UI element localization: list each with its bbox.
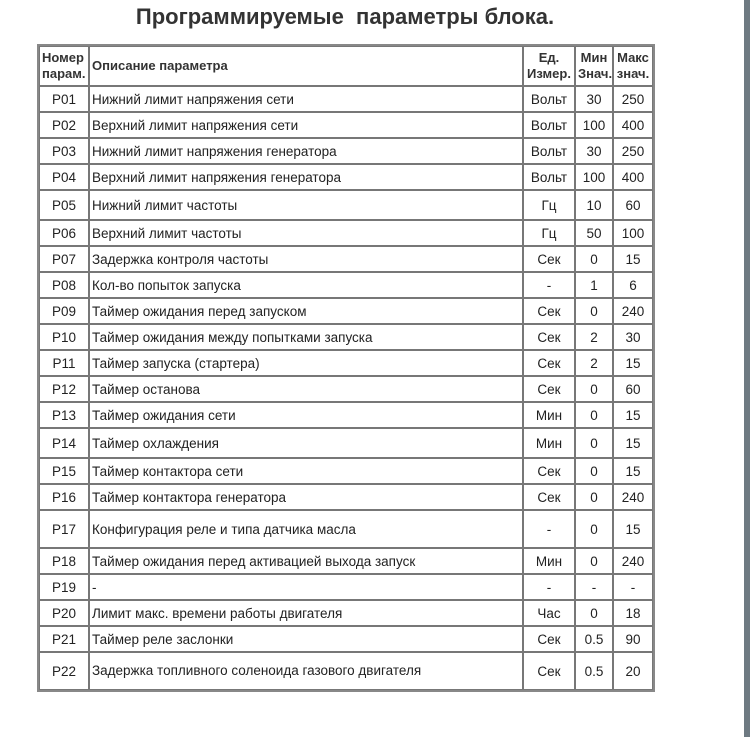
param-number-cell: P01 — [39, 86, 89, 112]
param-number-cell: P18 — [39, 548, 89, 574]
param-number-cell: P13 — [39, 402, 89, 428]
param-unit-cell: - — [523, 574, 575, 600]
header-param-description: Описание параметра — [89, 46, 523, 86]
param-description-cell: Таймер ожидания перед активацией выхода запуск — [89, 548, 523, 574]
param-min-cell: 0 — [575, 510, 613, 548]
param-min-cell: 30 — [575, 138, 613, 164]
param-min-cell: 0 — [575, 600, 613, 626]
param-description-cell: Таймер останова — [89, 376, 523, 402]
param-description-cell: Таймер ожидания перед запуском — [89, 298, 523, 324]
table-row — [39, 138, 653, 164]
param-min-cell: 0.5 — [575, 626, 613, 652]
param-max-cell: 15 — [613, 350, 653, 376]
param-unit-cell: Сек — [523, 376, 575, 402]
table-row — [39, 190, 653, 220]
table-header-row — [39, 46, 653, 86]
param-number-cell: P20 — [39, 600, 89, 626]
param-unit-cell: Сек — [523, 324, 575, 350]
param-description-cell: Верхний лимит напряжения генератора — [89, 164, 523, 190]
param-max-cell: 240 — [613, 298, 653, 324]
param-unit-cell: Вольт — [523, 112, 575, 138]
param-min-cell: 1 — [575, 272, 613, 298]
param-number-cell: P19 — [39, 574, 89, 600]
param-number-cell: P11 — [39, 350, 89, 376]
table-row — [39, 376, 653, 402]
param-number-cell: P03 — [39, 138, 89, 164]
param-min-cell: 100 — [575, 164, 613, 190]
param-unit-cell: Мин — [523, 402, 575, 428]
param-max-cell: 30 — [613, 324, 653, 350]
header-max-value: Макс знач. — [613, 46, 653, 86]
param-min-cell: 100 — [575, 112, 613, 138]
param-max-cell: - — [613, 574, 653, 600]
param-max-cell: 240 — [613, 484, 653, 510]
param-number-cell: P02 — [39, 112, 89, 138]
param-description-cell: Таймер реле заслонки — [89, 626, 523, 652]
table-row — [39, 652, 653, 690]
header-param-number: Номер парам. — [39, 46, 89, 86]
param-description-cell: Таймер запуска (стартера) — [89, 350, 523, 376]
table-row — [39, 574, 653, 600]
page-title: Программируемые параметры блока. — [135, 4, 555, 29]
param-number-cell: P12 — [39, 376, 89, 402]
param-max-cell: 400 — [613, 112, 653, 138]
param-unit-cell: Мин — [523, 548, 575, 574]
param-description-cell: Таймер охлаждения — [89, 428, 523, 458]
param-unit-cell: Мин — [523, 428, 575, 458]
param-min-cell: - — [575, 574, 613, 600]
param-max-cell: 400 — [613, 164, 653, 190]
table-row — [39, 626, 653, 652]
table-row — [39, 272, 653, 298]
table-row — [39, 324, 653, 350]
param-min-cell: 0 — [575, 376, 613, 402]
param-unit-cell: Час — [523, 600, 575, 626]
param-min-cell: 0 — [575, 548, 613, 574]
param-min-cell: 0 — [575, 298, 613, 324]
param-number-cell: P14 — [39, 428, 89, 458]
table-row — [39, 220, 653, 246]
param-number-cell: P15 — [39, 458, 89, 484]
param-description-cell: Кол-во попыток запуска — [89, 272, 523, 298]
param-number-cell: P09 — [39, 298, 89, 324]
param-min-cell: 2 — [575, 350, 613, 376]
window-edge — [744, 0, 750, 737]
param-description-cell: Таймер контактора сети — [89, 458, 523, 484]
param-max-cell: 60 — [613, 190, 653, 220]
param-unit-cell: Сек — [523, 626, 575, 652]
param-max-cell: 15 — [613, 510, 653, 548]
param-description-cell: Таймер ожидания сети — [89, 402, 523, 428]
param-number-cell: P22 — [39, 652, 89, 690]
param-unit-cell: Сек — [523, 246, 575, 272]
param-max-cell: 15 — [613, 458, 653, 484]
param-description-cell: Таймер ожидания между попытками запуска — [89, 324, 523, 350]
param-number-cell: P05 — [39, 190, 89, 220]
param-number-cell: P08 — [39, 272, 89, 298]
table-row — [39, 164, 653, 190]
table-row — [39, 510, 653, 548]
param-description-cell: Верхний лимит частоты — [89, 220, 523, 246]
param-min-cell: 0.5 — [575, 652, 613, 690]
param-min-cell: 2 — [575, 324, 613, 350]
param-description-cell: Нижний лимит частоты — [89, 190, 523, 220]
param-unit-cell: Сек — [523, 298, 575, 324]
param-unit-cell: Сек — [523, 652, 575, 690]
param-max-cell: 240 — [613, 548, 653, 574]
param-unit-cell: - — [523, 510, 575, 548]
header-unit: Ед. Измер. — [523, 46, 575, 86]
param-min-cell: 30 — [575, 86, 613, 112]
param-description-cell: Задержка контроля частоты — [89, 246, 523, 272]
param-unit-cell: Вольт — [523, 138, 575, 164]
param-description-cell: Нижний лимит напряжения сети — [89, 86, 523, 112]
param-number-cell: P07 — [39, 246, 89, 272]
param-number-cell: P10 — [39, 324, 89, 350]
table-row — [39, 246, 653, 272]
param-min-cell: 0 — [575, 458, 613, 484]
param-max-cell: 6 — [613, 272, 653, 298]
table-row — [39, 458, 653, 484]
param-min-cell: 50 — [575, 220, 613, 246]
param-unit-cell: Гц — [523, 220, 575, 246]
parameters-table — [37, 44, 655, 692]
param-description-cell: Задержка топливного соленоида газового двигателя — [89, 652, 523, 690]
param-max-cell: 20 — [613, 652, 653, 690]
param-unit-cell: Сек — [523, 458, 575, 484]
param-description-cell: Нижний лимит напряжения генератора — [89, 138, 523, 164]
param-max-cell: 15 — [613, 428, 653, 458]
table-row — [39, 298, 653, 324]
param-number-cell: P06 — [39, 220, 89, 246]
param-min-cell: 0 — [575, 484, 613, 510]
param-description-cell: Верхний лимит напряжения сети — [89, 112, 523, 138]
header-min-value: Мин Знач. — [575, 46, 613, 86]
param-number-cell: P04 — [39, 164, 89, 190]
param-max-cell: 15 — [613, 402, 653, 428]
table-row — [39, 402, 653, 428]
param-description-cell: Конфигурация реле и типа датчика масла — [89, 510, 523, 548]
param-description-cell: - — [89, 574, 523, 600]
table-row — [39, 350, 653, 376]
param-max-cell: 90 — [613, 626, 653, 652]
param-unit-cell: Вольт — [523, 86, 575, 112]
table-row — [39, 600, 653, 626]
param-min-cell: 0 — [575, 428, 613, 458]
table-row — [39, 548, 653, 574]
param-number-cell: P21 — [39, 626, 89, 652]
param-max-cell: 60 — [613, 376, 653, 402]
param-unit-cell: Гц — [523, 190, 575, 220]
param-max-cell: 15 — [613, 246, 653, 272]
param-unit-cell: - — [523, 272, 575, 298]
table-row — [39, 112, 653, 138]
param-min-cell: 0 — [575, 246, 613, 272]
param-unit-cell: Сек — [523, 484, 575, 510]
param-unit-cell: Вольт — [523, 164, 575, 190]
param-unit-cell: Сек — [523, 350, 575, 376]
param-description-cell: Таймер контактора генератора — [89, 484, 523, 510]
param-description-cell: Лимит макс. времени работы двигателя — [89, 600, 523, 626]
param-max-cell: 100 — [613, 220, 653, 246]
param-max-cell: 18 — [613, 600, 653, 626]
param-min-cell: 10 — [575, 190, 613, 220]
table-row — [39, 86, 653, 112]
param-max-cell: 250 — [613, 138, 653, 164]
table-row — [39, 428, 653, 458]
param-number-cell: P16 — [39, 484, 89, 510]
param-max-cell: 250 — [613, 86, 653, 112]
param-min-cell: 0 — [575, 402, 613, 428]
table-row — [39, 484, 653, 510]
param-number-cell: P17 — [39, 510, 89, 548]
